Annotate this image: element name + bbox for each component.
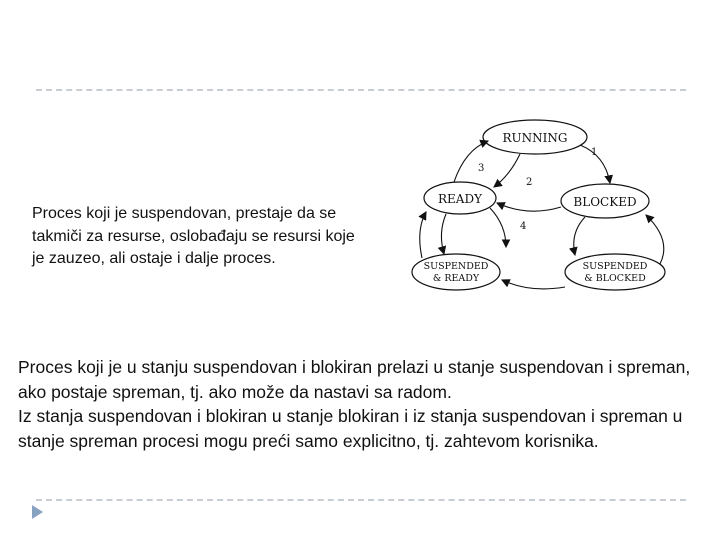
process-state-diagram xyxy=(410,115,685,300)
transition-ready-to-suspended-blocked xyxy=(490,208,506,247)
side-paragraph: Proces koji je suspendovan, prestaje da se takmiči za resurse, oslobađaju se resursi koje je zauzeo, ali ostaje i dalje proces. xyxy=(32,205,355,267)
transition-suspended-ready-to-ready xyxy=(420,212,426,258)
transition-blocked-to-ready xyxy=(497,203,561,211)
transition-label-2: 2 xyxy=(526,177,533,188)
top-divider xyxy=(36,89,686,91)
state-suspended-blocked-label-1: SUSPENDED xyxy=(582,261,648,272)
transition-blocked-to-suspended-blocked xyxy=(574,217,585,255)
transition-label-3: 3 xyxy=(478,163,485,174)
state-suspended-blocked-node xyxy=(565,254,665,290)
transition-suspended-blocked-to-blocked xyxy=(646,215,664,264)
state-suspended-blocked-label-2: & BLOCKED xyxy=(584,273,646,284)
state-suspended-ready-node xyxy=(412,254,500,290)
main-paragraph: Proces koji je u stanju suspendovan i blokiran prelazi u stanje suspendovan i spreman, ako postaje spreman, tj. ako može da nastavi sa radom. Iz stanja suspendovan i blokiran u stanje blokiran i iz stanja suspendovan i spreman u stanje spreman procesi mogu preći samo explicitno, tj. zahtevom korisnika. xyxy=(18,357,691,451)
state-running-label: RUNNING xyxy=(502,131,568,145)
transition-running-to-ready xyxy=(494,154,520,187)
transition-ready-to-running xyxy=(454,141,488,182)
transition-suspended-blocked-to-suspended-ready xyxy=(502,280,565,289)
transition-label-1: 1 xyxy=(591,147,598,158)
state-ready-label: READY xyxy=(437,192,483,206)
transition-ready-to-suspended-ready xyxy=(441,214,446,254)
state-suspended-ready-label-1: SUSPENDED xyxy=(423,261,489,272)
next-slide-arrow-icon[interactable] xyxy=(32,505,43,519)
transition-label-4: 4 xyxy=(520,221,527,232)
state-suspended-ready-label-2: & READY xyxy=(432,273,480,284)
state-blocked-label: BLOCKED xyxy=(573,195,637,209)
bottom-divider xyxy=(36,499,686,501)
